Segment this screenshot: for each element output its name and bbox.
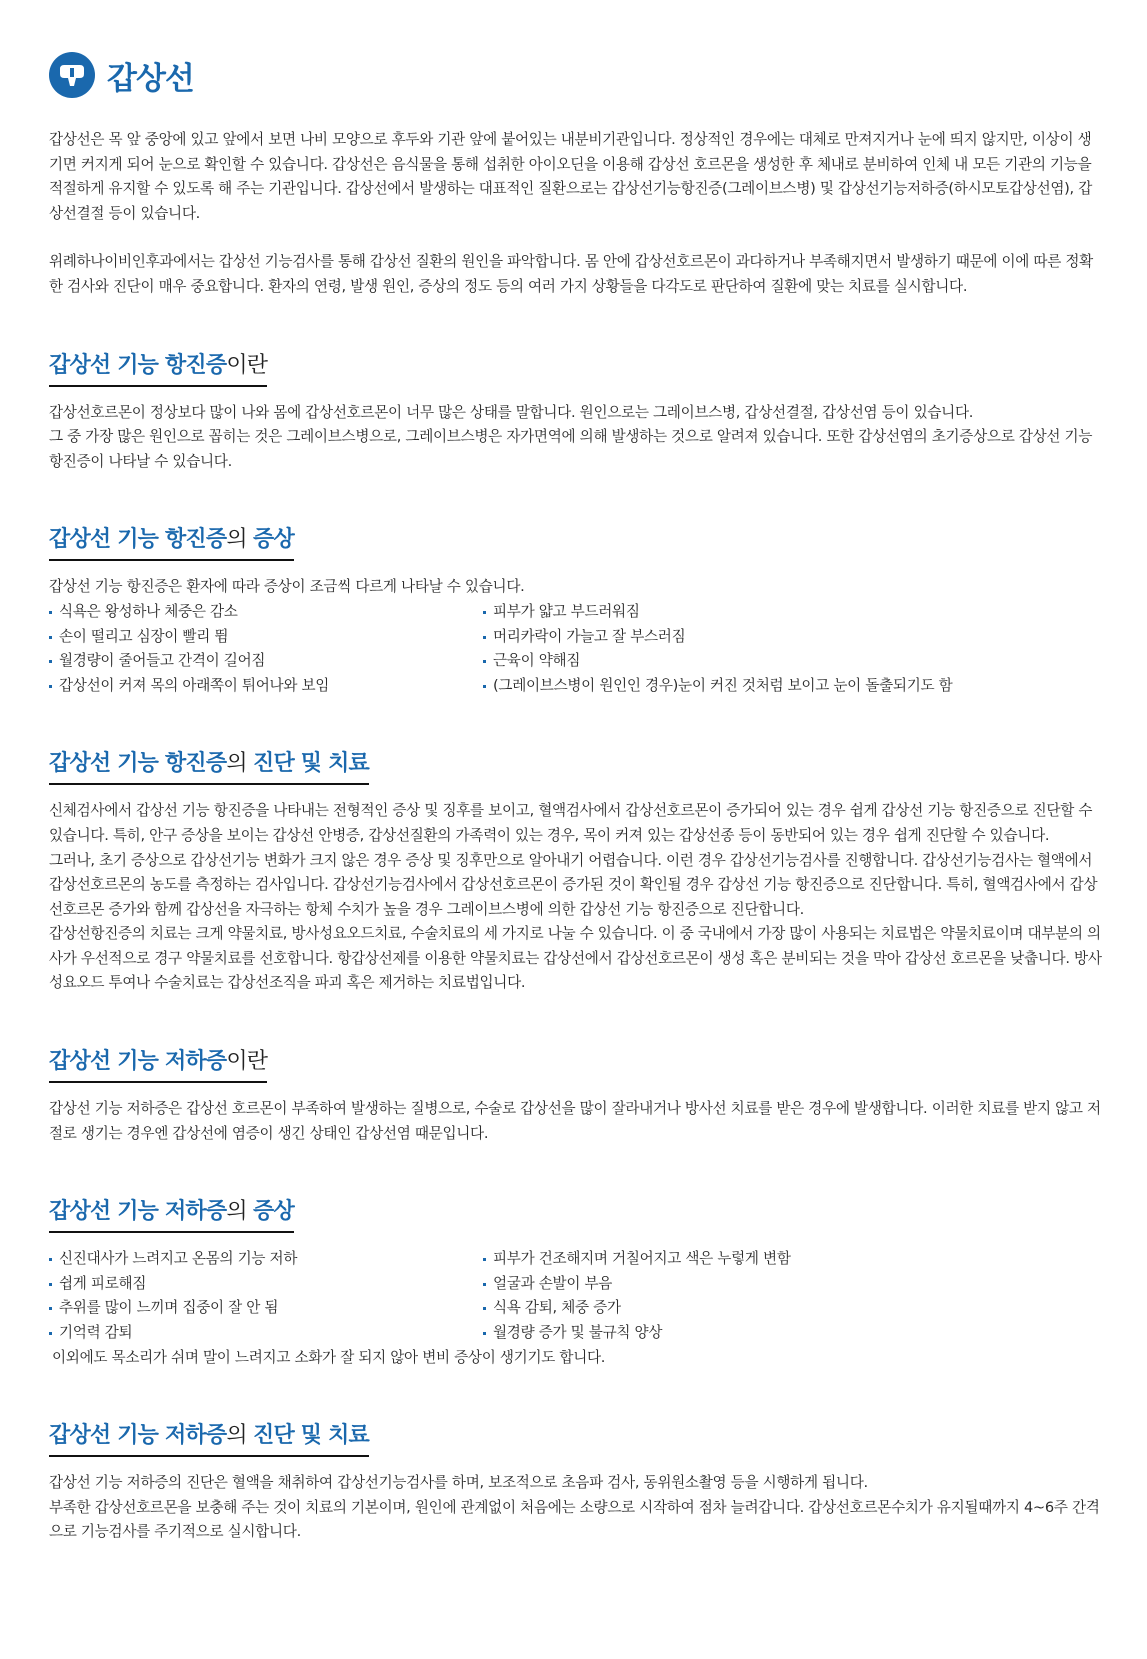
heading-dark: 이란 <box>226 1049 268 1075</box>
list-item: 머리카락이 가늘고 잘 부스러짐 <box>483 625 1102 650</box>
section-heading <box>49 746 369 785</box>
section-text: 신체검사에서 갑상선 기능 항진증을 나타내는 전형적인 증상 및 징후를 보이고, 혈액검사에서 갑상선호르몬이 증가되어 있는 경우 쉽게 갑상선 기능 항진증으로 진단할 수 있습니다. 특히, 안구 증상을 보이는 갑상선 안병증, 갑상선질환의 가족력이 있는 경우, 목이 커져 있는 갑상선종 등이 동반되어 있는 경우 쉽게 진단할 수 있습니다. <box>49 802 1093 844</box>
heading-blue-2: 증상 <box>253 527 294 553</box>
section-text: 갑상선항진증의 치료는 크게 약물치료, 방사성요오드치료, 수술치료의 세 가지로 나눌 수 있습니다. 이 중 국내에서 가장 많이 사용되는 치료법은 약물치료이며 대부분의 의사가 우선적으로 경구 약물치료를 선호합니다. 항갑상선제를 이용한 약물치료는 갑상선에서 갑상선호르몬이 생성 혹은 분비되는 것을 막아 갑상선 호르몬을 낮춥니다. 방사성요오드 투여나 수술치료는 갑상선조직을 파괴 혹은 제거하는 치료법입니다. <box>49 925 1102 992</box>
section-text: 갑상선호르몬이 정상보다 많이 나와 몸에 갑상선호르몬이 너무 많은 상태를 말합니다. 원인으로는 그레이브스병, 갑상선결절, 갑상선염 등이 있습니다. <box>49 403 974 421</box>
heading-dark: 의 <box>226 751 253 777</box>
section-text: 갑상선 기능 저하증은 갑상선 호르몬이 부족하여 발생하는 질병으로, 수술로 갑상선을 많이 잘라내거나 방사선 치료를 받은 경우에 발생합니다. 이러한 치료를 받지 않고 저절로 생기는 경우엔 갑상선에 염증이 생긴 상태인 갑상선염 때문입니다. <box>49 1100 1101 1142</box>
section-hyper-what <box>49 348 1102 475</box>
section-text: 그 중 가장 많은 원인으로 꼽히는 것은 그레이브스병으로, 그레이브스병은 자가면역에 의해 발생하는 것으로 알려져 있습니다. 또한 갑상선염의 초기증상으로 갑상선 기능 항진증이 나타날 수 있습니다. <box>49 428 1093 470</box>
section-text: 갑상선 기능 저하증의 진단은 혈액을 채취하여 갑상선기능검사를 하며, 보조적으로 초음파 검사, 동위원소촬영 등을 시행하게 됩니다. <box>49 1474 868 1492</box>
section-heading <box>49 348 267 387</box>
section-text: 부족한 갑상선호르몬을 보충해 주는 것이 치료의 기본이며, 원인에 관계없이 처음에는 소량으로 시작하여 점차 늘려갑니다. 갑상선호르몬수치가 유지될때까지 4~6주 간격으로 기능검사를 주기적으로 실시합니다. <box>49 1498 1100 1541</box>
section-hypo-treatment <box>49 1418 1102 1545</box>
heading-blue-2: 증상 <box>253 1199 294 1225</box>
heading-blue-2: 진단 및 치료 <box>253 1423 369 1449</box>
list-item: 추위를 많이 느끼며 집중이 잘 안 됨 <box>49 1296 483 1321</box>
list-item: 손이 떨리고 심장이 빨리 뜀 <box>49 625 483 650</box>
section-heading <box>49 1418 369 1457</box>
symptoms-lead: 갑상선 기능 항진증은 환자에 따라 증상이 조금씩 다르게 나타날 수 있습니다. <box>49 578 525 596</box>
section-hypo-symptoms <box>49 1194 1102 1370</box>
heading-blue: 갑상선 기능 항진증 <box>49 751 227 777</box>
list-item: 신진대사가 느려지고 온몸의 기능 저하 <box>49 1247 483 1272</box>
heading-dark: 의 <box>226 1199 253 1225</box>
heading-blue: 갑상선 기능 저하증 <box>49 1199 227 1225</box>
page-title: 갑상선 <box>107 60 194 97</box>
heading-dark: 의 <box>226 1423 253 1449</box>
heading-dark: 의 <box>226 527 253 553</box>
heading-blue: 갑상선 기능 저하증 <box>49 1423 227 1449</box>
list-item: 식욕 감퇴, 체중 증가 <box>483 1296 1102 1321</box>
section-text: 그러나, 초기 증상으로 갑상선기능 변화가 크지 않은 경우 증상 및 징후만으로 알아내기 어렵습니다. 이런 경우 갑상선기능검사를 진행합니다. 갑상선기능검사는 혈액에서 갑상선호르몬의 농도를 측정하는 검사입니다. 갑상선기능검사에서 갑상선호르몬이 증가된 것이 확인될 경우 갑상선 기능 항진증으로 진단합니다. 특히, 혈액검사에서 갑상선호르몬 증가와 함께 갑상선을 자극하는 항체 수치가 높을 경우 그레이브스병에 의한 갑상선 기능 항진증으로 진단합니다. <box>49 851 1098 918</box>
thyroid-icon <box>49 52 95 98</box>
section-heading <box>49 1044 267 1083</box>
list-item: 피부가 건조해지며 거칠어지고 색은 누렇게 변함 <box>483 1247 1102 1272</box>
list-item: 갑상선이 커져 목의 아래쪽이 튀어나와 보임 <box>49 674 483 699</box>
section-heading <box>49 1194 294 1233</box>
heading-blue-2: 진단 및 치료 <box>253 751 369 777</box>
section-hyper-symptoms <box>49 522 1102 698</box>
intro-paragraph-2: 위례하나이비인후과에서는 갑상선 기능검사를 통해 갑상선 질환의 원인을 파악합니다. 몸 안에 갑상선호르몬이 과다하거나 부족해지면서 발생하기 때문에 이에 따른 정확한 검사와 진단이 매우 중요합니다. 환자의 연령, 발생 원인, 증상의 정도 등의 여러 가지 상황들을 다각도로 판단하여 질환에 맞는 치료를 실시합니다. <box>49 253 1093 295</box>
section-hyper-treatment <box>49 746 1102 996</box>
section-hypo-what <box>49 1044 1102 1146</box>
list-item: 얼굴과 손발이 부음 <box>483 1272 1102 1297</box>
symptom-list <box>49 1247 1102 1345</box>
symptom-list <box>49 600 1102 698</box>
symptoms-tail: 이외에도 목소리가 쉬며 말이 느려지고 소화가 잘 되지 않아 변비 증상이 생기기도 합니다. <box>52 1348 606 1366</box>
section-heading <box>49 522 294 561</box>
heading-blue: 갑상선 기능 저하증 <box>49 1049 227 1075</box>
list-item: 월경량 증가 및 불규칙 양상 <box>483 1321 1102 1346</box>
list-item: 피부가 얇고 부드러워짐 <box>483 600 1102 625</box>
list-item: 식욕은 왕성하나 체중은 감소 <box>49 600 483 625</box>
intro-paragraph-1: 갑상선은 목 앞 중앙에 있고 앞에서 보면 나비 모양으로 후두와 기관 앞에 붙어있는 내분비기관입니다. 정상적인 경우에는 대체로 만져지거나 눈에 띄지 않지만, 이상이 생기면 커지게 되어 눈으로 확인할 수 있습니다. 갑상선은 음식물을 통해 섭취한 아이오딘을 이용해 갑상선 호르몬을 생성한 후 체내로 분비하여 인체 내 모든 기관의 기능을 적절하게 유지할 수 있도록 해 주는 기관입니다. 갑상선에서 발생하는 대표적인 질환으로는 갑상선기능항진증(그레이브스병) 및 갑상선기능저하증(하시모토갑상선염), 갑상선결절 등이 있습니다. <box>49 131 1093 222</box>
heading-blue: 갑상선 기능 항진증 <box>49 527 227 553</box>
list-item: 근육이 약해짐 <box>483 649 1102 674</box>
list-item: (그레이브스병이 원인인 경우)눈이 커진 것처럼 보이고 눈이 돌출되기도 함 <box>483 674 1102 699</box>
list-item: 기억력 감퇴 <box>49 1321 483 1346</box>
list-item: 쉽게 피로해짐 <box>49 1272 483 1297</box>
list-item: 월경량이 줄어들고 간격이 길어짐 <box>49 649 483 674</box>
heading-blue: 갑상선 기능 항진증 <box>49 352 227 378</box>
title-row <box>49 48 1102 102</box>
heading-dark: 이란 <box>226 352 268 378</box>
